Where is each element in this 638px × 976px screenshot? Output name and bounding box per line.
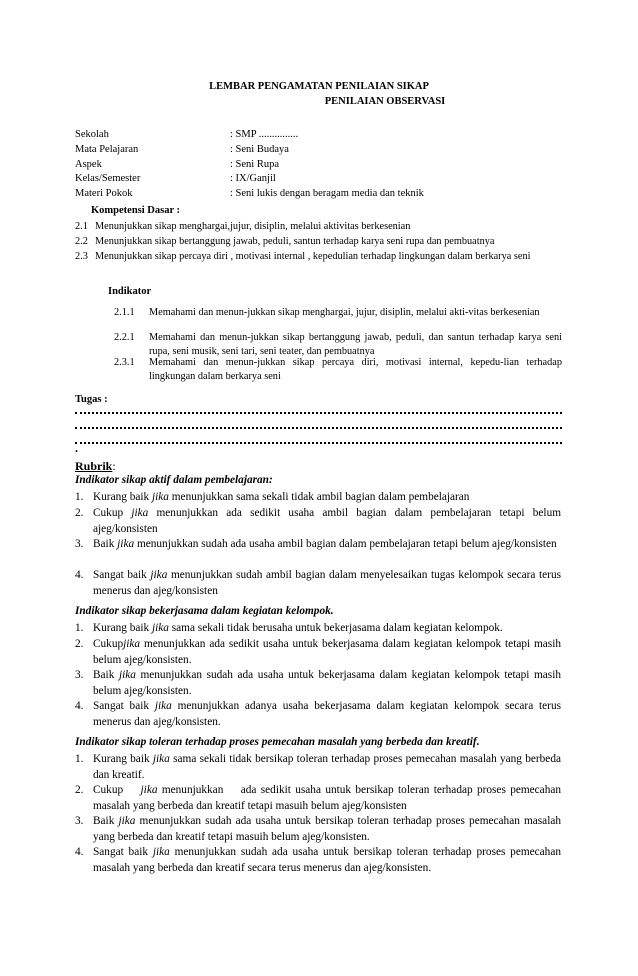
rubrik-item-jika: jika: [152, 753, 170, 765]
indikator-text: Memahami dan menun-jukkan sikap bertanggung jawab, peduli, dan santun terhadap karya seni rupa, seni musik, seni tari, seni teater, dan pembuatnya: [149, 332, 562, 357]
rubrik-item: [75, 537, 561, 553]
rubrik-item-jika: jika: [117, 538, 135, 550]
kompetensi-text: Menunjukkan sikap bertanggung jawab, peduli, santun terhadap karya seni rupa dan pembuatnya: [95, 236, 495, 247]
page-subtitle: PENILAIAN OBSERVASI: [324, 96, 446, 107]
rubrik-item-level: Baik: [93, 815, 119, 827]
rubrik-item: [75, 752, 561, 783]
rubrik-item: [75, 490, 561, 506]
rubrik-item-text: menunjukkan adanya usaha bekerjasama dalam kegiatan kelompok secara terus menerus dan ajeg/konsisten.: [93, 700, 561, 728]
rubrik-item-text: menunjukkan sudah ada usaha untuk bersikap toleran terhadap proses pemecahan masalah yang berbeda dan kreatif secara terus menerus dan ajeg/konsisten.: [93, 846, 561, 874]
dotted-line-end-mark: .: [75, 441, 78, 455]
rubrik-item-jika: jika: [118, 815, 136, 827]
indikator-number: 2.1.1: [114, 307, 135, 318]
info-value: : IX/Ganjil: [230, 173, 276, 184]
rubrik-item-number: 2.: [75, 638, 84, 650]
rubrik-item-jika: jika: [131, 507, 149, 519]
rubrik-item-jika: jika: [151, 491, 169, 503]
page-title: LEMBAR PENGAMATAN PENILAIAN SIKAP: [209, 81, 429, 92]
rubrik-item-level: Kurang baik: [93, 622, 152, 634]
indikator-item: [114, 306, 562, 320]
info-value: : Seni lukis dengan beragam media dan teknik: [230, 188, 424, 199]
rubrik-item-text: menunjukkan sama sekali tidak ambil bagian dalam pembelajaran: [168, 491, 470, 503]
dotted-answer-line: [75, 425, 562, 429]
info-label: Materi Pokok: [75, 188, 133, 199]
rubrik-item-number: 1.: [75, 753, 84, 765]
tugas-heading: Tugas :: [75, 394, 108, 405]
rubrik-item-jika: jika: [118, 669, 136, 681]
rubrik-colon: :: [112, 459, 116, 473]
kompetensi-text: Menunjukkan sikap percaya diri , motivasi internal , kepedulian terhadap lingkungan dalam berkarya seni: [95, 251, 531, 262]
indikator-heading: Indikator: [108, 286, 152, 297]
info-value: : SMP ...............: [230, 129, 299, 140]
rubrik-item-jika: jika: [123, 638, 141, 650]
rubrik-item-text: menunjukkan sudah ada usaha untuk bersikap toleran terhadap proses pemecahan masalah yang berbeda dan kreatif tetapi masuih belum ajeg/konsisten.: [93, 815, 561, 843]
dotted-answer-line: [75, 440, 562, 444]
rubrik-item-text: sama sekali tidak berusaha untuk bekerjasama dalam kegiatan kelompok.: [168, 622, 503, 634]
indikator-number: 2.2.1: [114, 332, 135, 343]
rubrik-item-text: menunjukkan ada sedikit usaha untuk bersikap toleran terhadap proses pemecahan masalah yang berbeda dan kreatif tetapi masuih belum ajeg/konsisten: [93, 784, 564, 812]
rubrik-item-level: Cukup: [93, 507, 132, 519]
rubrik-item: [75, 637, 561, 668]
rubrik-item-text: menunjukkan ada sedikit usaha untuk bekerjasama dalam kegiatan kelompok tetapi masih belum ajeg/konsisten.: [93, 638, 561, 666]
rubrik-item-text: menunjukkan sudah ada usaha untuk bekerjasama dalam kegiatan kelompok tetapi masih belum ajeg/konsisten.: [93, 669, 561, 697]
rubrik-item-level: Kurang baik: [93, 753, 153, 765]
indikator-item: [114, 331, 562, 359]
rubrik-item-text: menunjukkan sudah ada usaha ambil bagian dalam pembelajaran tetapi belum ajeg/konsisten: [134, 538, 557, 550]
rubrik-item-level: Baik: [93, 538, 118, 550]
rubrik-item-jika: jika: [154, 700, 172, 712]
info-value: : Seni Budaya: [230, 144, 289, 155]
indikator-text: Memahami dan menun-jukkan sikap percaya diri, motivasi internal, kepedu-lian terhadap lingkungan dalam berkarya seni: [149, 357, 562, 382]
rubrik-item-jika: jika: [150, 569, 168, 581]
rubrik-item-text: sama sekali tidak bersikap toleran terhadap proses pemecahan masalah yang berbeda dan kreatif.: [93, 753, 561, 781]
rubrik-heading: [75, 459, 116, 474]
rubrik-item-level: Sangat baik: [93, 700, 155, 712]
rubrik-item-jika: jika: [140, 784, 158, 796]
rubrik-item-number: 4.: [75, 569, 84, 581]
rubrik-item-level: Kurang baik: [93, 491, 152, 503]
rubrik-item-number: 2.: [75, 507, 84, 519]
rubrik-item-text: menunjukkan ada sedikit usaha ambil bagian dalam pembelajaran tetapi belum ajeg/konsisten: [93, 507, 562, 535]
rubrik-item-text: menunjukkan sudah ambil bagian dalam menyelesaikan tugas kelompok secara terus menerus dan ajeg/konsisten: [93, 569, 561, 597]
rubrik-item-number: 1.: [75, 622, 84, 634]
kompetensi-item: [75, 250, 563, 264]
dotted-answer-line: [75, 410, 562, 414]
info-label: Sekolah: [75, 129, 109, 140]
rubrik-section-title: Indikator sikap toleran terhadap proses pemecahan masalah yang berbeda dan kreatif.: [75, 736, 480, 748]
rubrik-item-number: 3.: [75, 538, 84, 550]
kompetensi-text: Menunjukkan sikap menghargai,jujur, disiplin, melalui aktivitas berkesenian: [95, 221, 411, 232]
kompetensi-number: 2.3: [75, 251, 88, 262]
rubrik-item: [75, 621, 561, 637]
kompetensi-item: [75, 235, 563, 249]
info-label: Kelas/Semester: [75, 173, 141, 184]
rubrik-item: [75, 814, 561, 845]
rubrik-item: [75, 506, 561, 537]
kompetensi-number: 2.2: [75, 236, 88, 247]
kompetensi-item: [75, 220, 563, 234]
rubrik-item-number: 3.: [75, 669, 84, 681]
rubrik-item-level: Cukup: [93, 638, 124, 650]
rubrik-item-number: 4.: [75, 846, 84, 858]
kompetensi-dasar-heading: Kompetensi Dasar :: [91, 205, 181, 216]
rubrik-item-level: Sangat baik: [93, 846, 153, 858]
rubrik-item-jika: jika: [151, 622, 169, 634]
rubrik-item: [75, 699, 561, 730]
rubrik-section-title: Indikator sikap bekerjasama dalam kegiatan kelompok.: [75, 605, 334, 617]
rubrik-item-level: Baik: [93, 669, 119, 681]
rubrik-item-number: 2.: [75, 784, 84, 796]
rubrik-item-number: 1.: [75, 491, 84, 503]
rubrik-item: [75, 568, 561, 599]
rubrik-item-jika: jika: [152, 846, 170, 858]
indikator-item: [114, 356, 562, 384]
info-value: : Seni Rupa: [230, 159, 279, 170]
rubrik-item-number: 3.: [75, 815, 84, 827]
info-label: Aspek: [75, 159, 102, 170]
rubrik-item-level: Cukup: [93, 784, 141, 796]
kompetensi-number: 2.1: [75, 221, 88, 232]
rubrik-section-title: Indikator sikap aktif dalam pembelajaran:: [75, 474, 273, 486]
indikator-number: 2.3.1: [114, 357, 135, 368]
rubrik-item-number: 4.: [75, 700, 84, 712]
rubrik-item: [75, 668, 561, 699]
rubrik-item: [75, 783, 564, 814]
rubrik-item: [75, 845, 561, 876]
rubrik-item-level: Sangat baik: [93, 569, 151, 581]
indikator-text: Memahami dan menun-jukkan sikap menghargai, jujur, disiplin, melalui akti-vitas berkesenian: [149, 307, 540, 318]
rubrik-title: Rubrik: [75, 459, 113, 473]
info-label: Mata Pelajaran: [75, 144, 139, 155]
